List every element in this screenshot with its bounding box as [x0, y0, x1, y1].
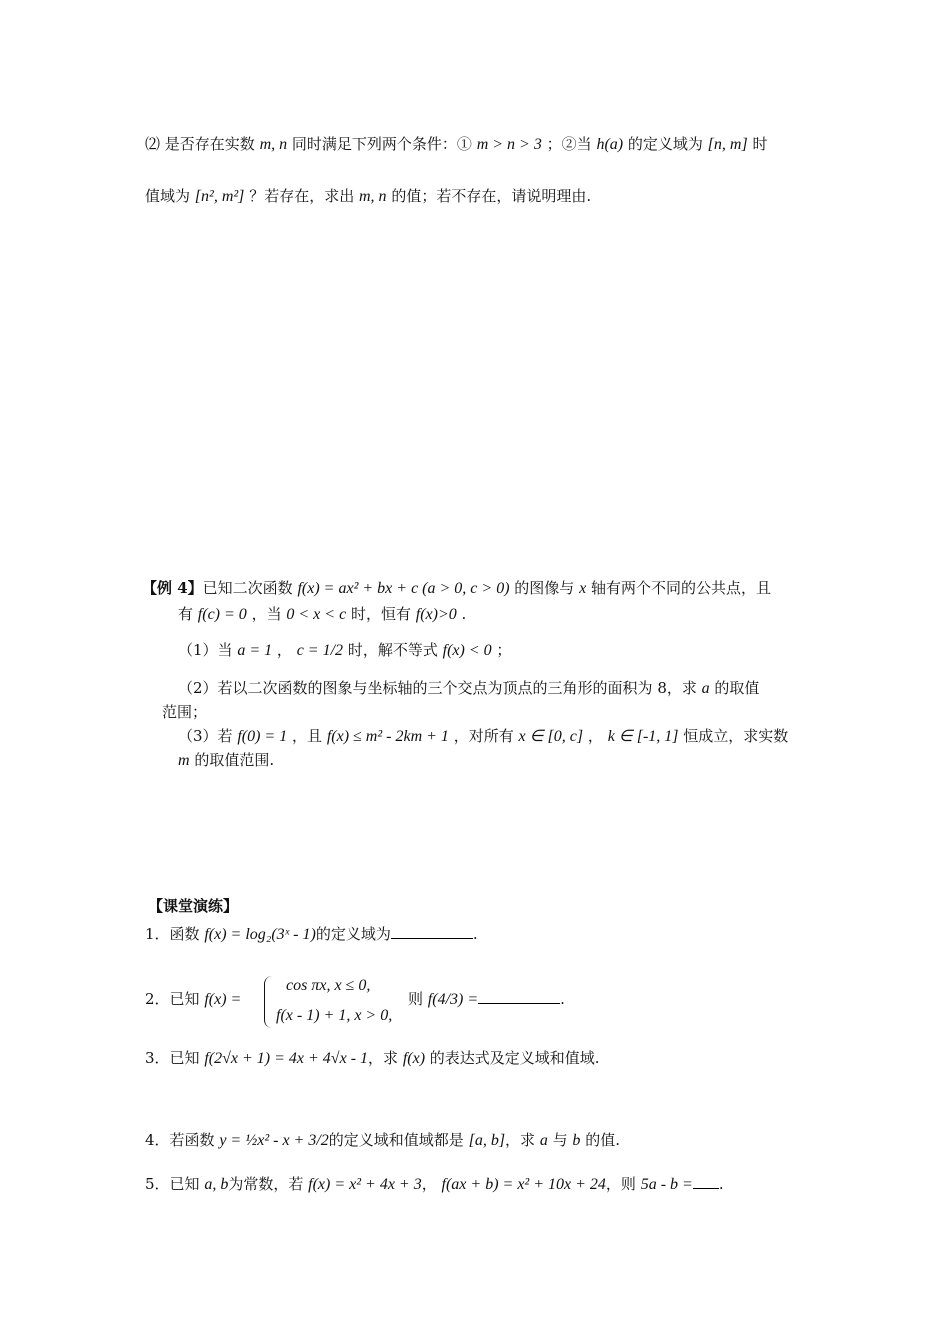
- example4-text: 的图像与: [514, 579, 575, 597]
- example4-math: c = 1/2: [296, 642, 344, 659]
- practice-text: 的值.: [585, 1131, 620, 1149]
- example4-math: f(x) ≤ m² - 2km + 1: [326, 728, 449, 745]
- practice-text: ，: [421, 1175, 437, 1193]
- example4-q3-cont: [178, 748, 274, 773]
- practice-text: ，求: [368, 1049, 399, 1067]
- practice-math: f(ax + b) = x² + 10x + 24: [441, 1176, 606, 1193]
- practice-text: .: [560, 990, 565, 1008]
- example4-text: 恒成立，求实数: [683, 727, 789, 745]
- part2-text: ；②当: [546, 135, 592, 153]
- practice-text: .: [718, 1175, 724, 1193]
- example4-text: 的取值范围.: [194, 751, 275, 769]
- practice-text: ，求: [505, 1131, 536, 1149]
- example4-math: x: [579, 580, 587, 597]
- example4-text: （1）当: [178, 641, 233, 659]
- part2-math: m, n: [259, 136, 288, 153]
- practice-math: b: [572, 1132, 581, 1149]
- practice-math: a: [539, 1132, 548, 1149]
- example4-math: f(x) = ax² + bx + c (a > 0, c > 0): [297, 580, 510, 597]
- practice-text: 与: [552, 1131, 568, 1149]
- example4-text: ，: [587, 727, 603, 745]
- answer-blank: [478, 987, 560, 1004]
- practice-math: y = ½x² - x + 3/2: [219, 1132, 329, 1149]
- example4-q2: [178, 676, 759, 701]
- example4-line2: [178, 602, 466, 627]
- part2-text: 同时满足下列两个条件：①: [291, 135, 472, 153]
- example4-math: f(c) = 0: [197, 606, 247, 623]
- practice-text: 5．已知: [145, 1175, 200, 1193]
- practice-text: ，则: [605, 1175, 636, 1193]
- example4-text: 有: [178, 605, 194, 623]
- part2-text: 的值；若不存在，请说明理由.: [391, 187, 592, 205]
- practice-text: 为常数，若: [228, 1175, 304, 1193]
- example4-math: f(x) < 0: [442, 642, 492, 659]
- practice-math: f(x): [402, 1050, 426, 1067]
- part2-text: 时: [752, 135, 768, 153]
- practice-math: f(2√x + 1) = 4x + 4√x - 1: [204, 1050, 369, 1067]
- practice-text: 2．已知: [145, 990, 200, 1008]
- example4-text: 时，恒有: [350, 605, 411, 623]
- practice-text: 则: [408, 990, 424, 1008]
- example4-math: a = 1: [237, 642, 273, 659]
- practice-item-1: [145, 922, 478, 947]
- part2-line1: [145, 132, 767, 157]
- practice-math: f(4/3) =: [427, 991, 479, 1008]
- example4-text: ，且: [292, 727, 323, 745]
- example4-math: a: [701, 680, 710, 697]
- practice-text: 1．函数: [145, 925, 200, 943]
- practice-title: 【课堂演练】: [148, 897, 239, 915]
- example4-text: 的取值: [714, 679, 760, 697]
- part2-math: m, n: [358, 188, 387, 205]
- practice-item-4: [145, 1128, 620, 1153]
- practice-math: [a, b]: [468, 1132, 506, 1149]
- part2-math: h(a): [596, 136, 624, 153]
- example4-text: ，: [276, 641, 292, 659]
- practice-item-2: [145, 987, 241, 1012]
- example4-text: ；: [496, 641, 512, 659]
- part2-math: [n², m²]: [194, 188, 245, 205]
- practice-item-2-tail: [408, 987, 565, 1012]
- practice-math: f(x) = log₂(3ˣ - 1): [204, 926, 316, 943]
- example4-math: x ∈ [0, c]: [518, 728, 584, 745]
- practice-math: f(x) = x² + 4x + 3: [308, 1176, 422, 1193]
- part2-math: [n, m]: [707, 136, 748, 153]
- practice-text: 的定义域和值域都是: [328, 1131, 464, 1149]
- example4-math: k ∈ [-1, 1]: [607, 728, 679, 745]
- example4-text: 范围；: [162, 703, 208, 721]
- part2-text: 值域为: [145, 187, 191, 205]
- practice-text: 4．若函数: [145, 1131, 215, 1149]
- example4-math: m: [178, 752, 190, 769]
- answer-blank: [693, 1172, 719, 1189]
- example4-title: 【例 4】: [142, 579, 203, 597]
- practice-item-5: [145, 1172, 724, 1197]
- example4-text: （3）若: [178, 727, 233, 745]
- practice-text: 的表达式及定义域和值域.: [429, 1049, 600, 1067]
- part2-text: 的定义域为: [627, 135, 703, 153]
- example4-q1: [178, 638, 511, 663]
- example4-q2-cont: [162, 700, 207, 724]
- practice-text: .: [472, 925, 478, 943]
- part2-text: ？若存在，求出: [249, 187, 355, 205]
- example4-line1: [142, 576, 771, 601]
- example4-text: ，当: [251, 605, 282, 623]
- part2-text: ⑵ 是否存在实数: [145, 135, 255, 153]
- example4-text: ，对所有: [453, 727, 514, 745]
- example4-text: .: [461, 605, 467, 623]
- example4-text: 已知二次函数: [202, 579, 293, 597]
- example4-math: f(x)>0: [415, 606, 457, 623]
- practice-math: a, b: [204, 1176, 229, 1193]
- part2-math: m > n > 3: [476, 136, 542, 153]
- example4-text: （2）若以二次函数的图象与坐标轴的三个交点为顶点的三角形的面积为 8，求: [178, 679, 697, 697]
- example4-q3: [178, 724, 788, 749]
- example4-math: f(0) = 1: [237, 728, 288, 745]
- example4-text: 时，解不等式: [347, 641, 438, 659]
- practice-item-3: [145, 1046, 600, 1071]
- example4-text: 轴有两个不同的公共点，且: [590, 579, 771, 597]
- practice-math: 5a - b =: [640, 1176, 693, 1193]
- piecewise-case-2: f(x - 1) + 1, x > 0,: [276, 1007, 393, 1024]
- practice-text: 3．已知: [145, 1049, 200, 1067]
- piecewise-case-1: cos πx, x ≤ 0,: [286, 977, 371, 994]
- part2-line2: [145, 184, 591, 209]
- example4-math: 0 < x < c: [286, 606, 347, 623]
- answer-blank: [391, 922, 473, 939]
- practice-math: f(x) =: [204, 991, 242, 1008]
- piecewise-brace: [264, 976, 275, 1028]
- practice-text: 的定义域为: [315, 925, 391, 943]
